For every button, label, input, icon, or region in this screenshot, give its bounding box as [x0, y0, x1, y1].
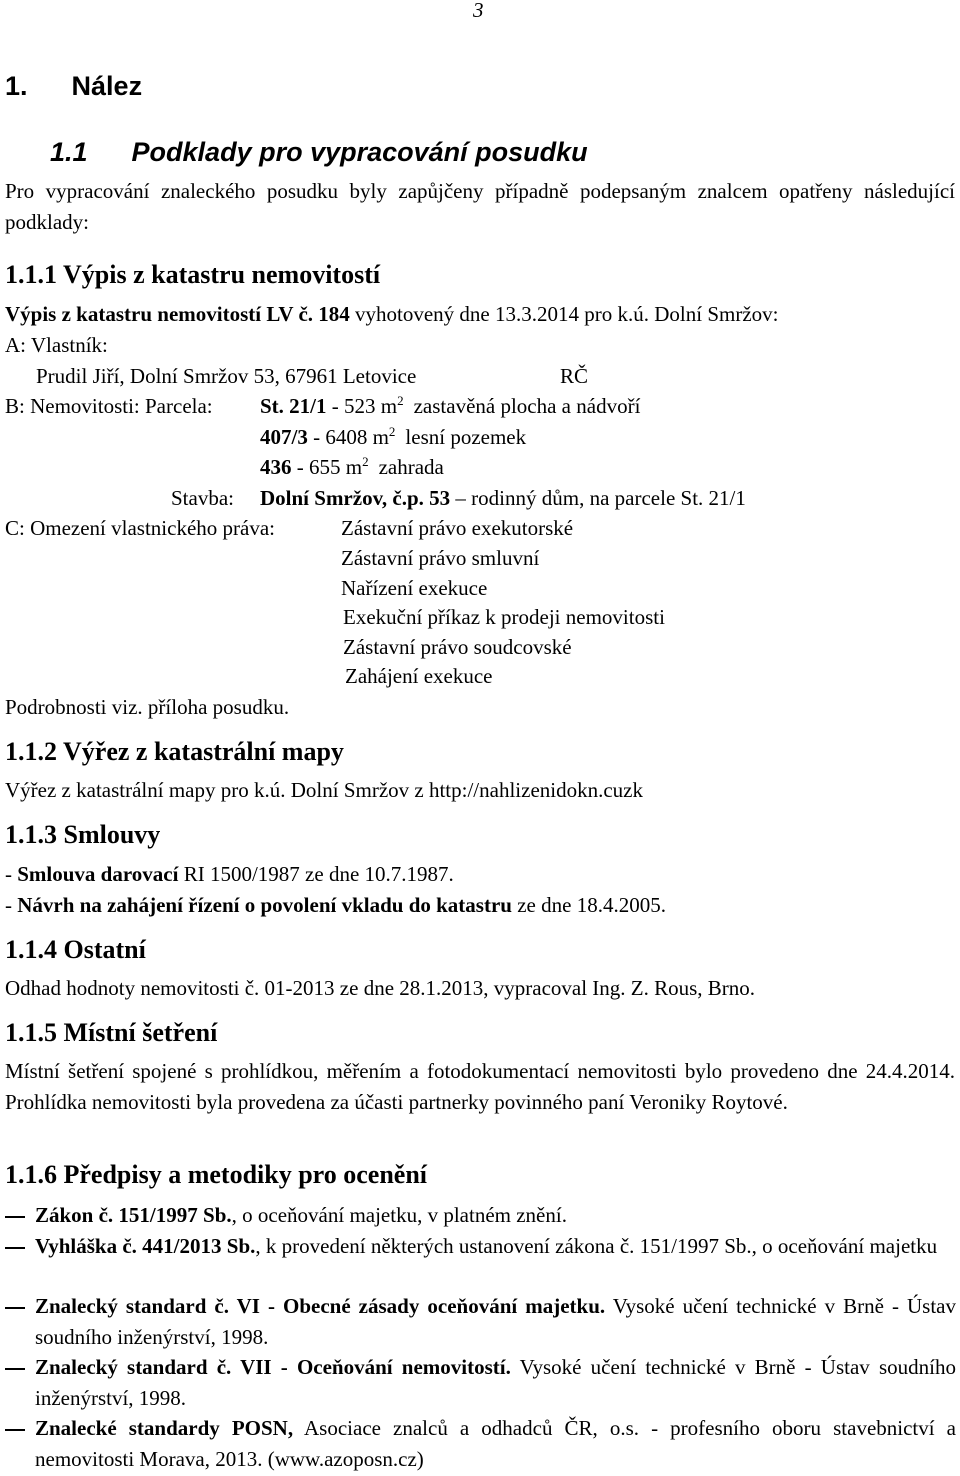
- regulation-rest: , o oceňování majetku, v platném znění.: [231, 1203, 567, 1227]
- parcel-area: - 655 m: [291, 455, 363, 479]
- bullet-dash: [5, 1307, 25, 1309]
- parcel-area: - 6408 m: [307, 425, 389, 449]
- contract-rest: RI 1500/1987 ze dne 10.7.1987.: [178, 862, 454, 886]
- chapter-title: Nález: [71, 71, 143, 101]
- building-line: [260, 488, 746, 509]
- owner-rc: RČ: [560, 364, 589, 388]
- parcel-id: St. 21/1: [260, 394, 327, 418]
- contract-bold: Návrh na zahájení řízení o povolení vkladu do katastru: [17, 893, 512, 917]
- regulation-bold: Zákon č. 151/1997 Sb.: [35, 1203, 232, 1227]
- contract-line: [5, 864, 454, 885]
- parcel-area-sup: 2: [388, 424, 396, 439]
- restriction-item: Zástavní právo smluvní: [341, 546, 540, 570]
- regulation-rest: Vysoké učení technické v Brně - Ústav soudního inženýrství, 1998.: [35, 1355, 956, 1410]
- restriction-item: Nařízení exekuce: [341, 576, 488, 600]
- building-rest: – rodinný dům, na parcele St. 21/1: [450, 486, 746, 510]
- regulation-item: [35, 1291, 956, 1353]
- subsection-heading-115: 1.1.5 Místní šetření: [5, 1018, 218, 1047]
- regulation-bold: Znalecký standard č. VI - Obecné zásady oceňování majetku.: [35, 1294, 606, 1318]
- details-note: Podrobnosti viz. příloha posudku.: [5, 695, 290, 719]
- regulation-item: [35, 1352, 956, 1414]
- regulation-bold: Znalecký standard č. VII - Oceňování nemovitostí.: [35, 1355, 511, 1379]
- regulation-bold: Znalecké standardy POSN,: [35, 1416, 294, 1440]
- inspection-paragraph: Místní šetření spojené s prohlídkou, měřením a fotodokumentací nemovitosti bylo provedeno dne 24.4.2014. Prohlídka nemovitosti byla provedena za účasti partnerky povinného paní Veroniky Roytové.: [5, 1059, 955, 1114]
- regulation-item: [35, 1231, 956, 1262]
- regulation-rest: Asociace znalců a odhadců ČR, o.s. - profesního oboru stavebnictví a nemovitosti Morava, 2013. (www.azoposn.cz): [35, 1416, 956, 1471]
- lv-line: [5, 304, 779, 325]
- parcel-id: 407/3: [260, 425, 308, 449]
- building-bold: Dolní Smržov, č.p. 53: [260, 486, 451, 510]
- subsection-heading-113: 1.1.3 Smlouvy: [5, 820, 161, 849]
- contract-rest: ze dne 18.4.2005.: [511, 893, 666, 917]
- other-text: Odhad hodnoty nemovitosti č. 01-2013 ze dne 28.1.2013, vypracoval Ing. Z. Rous, Brno.: [5, 976, 756, 1000]
- bullet-dash: [5, 1216, 25, 1218]
- subsection-heading-116: 1.1.6 Předpisy a metodiky pro ocenění: [5, 1160, 428, 1189]
- subsection-heading-111: 1.1.1 Výpis z katastru nemovitostí: [5, 260, 381, 289]
- property-label: B: Nemovitosti: Parcela:: [5, 394, 213, 418]
- owner-name: Prudil Jiří, Dolní Smržov 53, 67961 Letovice: [36, 364, 417, 388]
- parcel-use: zahrada: [378, 455, 444, 479]
- restriction-item: Zahájení exekuce: [345, 664, 493, 688]
- owner-label: A: Vlastník:: [5, 333, 108, 357]
- regulation-bold: Vyhláška č. 441/2013 Sb.: [35, 1234, 256, 1258]
- parcel-use: lesní pozemek: [405, 425, 527, 449]
- section-number: 1.1: [50, 137, 88, 167]
- bullet-dash: [5, 1429, 25, 1431]
- regulation-rest: Vysoké učení technické v Brně - Ústav soudního inženýrství, 1998.: [35, 1294, 957, 1349]
- chapter-number: 1.: [5, 71, 28, 101]
- regulation-item: [35, 1413, 956, 1475]
- bullet-dash: [5, 1368, 25, 1370]
- intro-paragraph: Pro vypracování znaleckého posudku byly zapůjčeny případně podepsaným znalcem opatřeny následující podklady:: [5, 179, 955, 234]
- section-heading: [50, 139, 588, 166]
- lv-line-rest: vyhotovený dne 13.3.2014 pro k.ú. Dolní Smržov:: [349, 302, 779, 326]
- page-number: 3: [473, 0, 484, 22]
- parcel-use: zastavěná plocha a nádvoří: [413, 394, 641, 418]
- subsection-heading-112: 1.1.2 Výřez z katastrální mapy: [5, 737, 344, 766]
- building-label: Stavba:: [171, 486, 234, 510]
- parcel-id: 436: [260, 455, 292, 479]
- restriction-item: Zástavní právo soudcovské: [343, 635, 572, 659]
- parcel-area-sup: 2: [397, 393, 404, 408]
- section-title: Podklady pro vypracování posudku: [131, 137, 588, 167]
- parcel-row: [260, 454, 444, 479]
- contract-prefix: -: [5, 893, 18, 917]
- bullet-dash: [5, 1247, 25, 1249]
- restriction-label: C: Omezení vlastnického práva:: [5, 516, 275, 540]
- restriction-item: Zástavní právo exekutorské: [341, 516, 574, 540]
- parcel-area-sup: 2: [362, 454, 369, 469]
- contract-line: [5, 895, 666, 916]
- regulation-item: [35, 1200, 956, 1231]
- regulation-rest: , k provedení některých ustanovení zákona č. 151/1997 Sb., o oceňování majetku: [255, 1234, 938, 1258]
- map-excerpt-text: Výřez z katastrální mapy pro k.ú. Dolní Smržov z http://nahlizenidokn.cuzk: [5, 778, 643, 802]
- parcel-area: - 523 m: [326, 394, 398, 418]
- lv-line-bold: Výpis z katastru nemovitostí LV č. 184: [5, 302, 350, 326]
- parcel-row: [260, 424, 527, 449]
- subsection-heading-114: 1.1.4 Ostatní: [5, 935, 146, 964]
- parcel-row: [260, 393, 641, 418]
- contract-bold: Smlouva darovací: [17, 862, 179, 886]
- contract-prefix: -: [5, 862, 18, 886]
- chapter-heading: [5, 73, 142, 100]
- restriction-item: Exekuční příkaz k prodeji nemovitosti: [343, 605, 665, 629]
